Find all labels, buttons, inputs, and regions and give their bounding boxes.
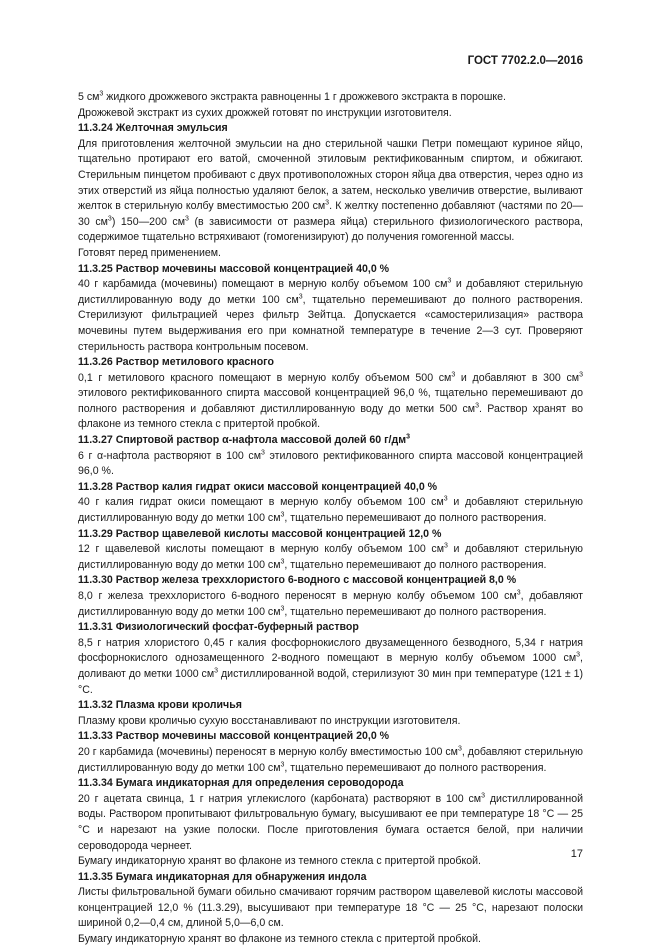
text-run: 20 г ацетата свинца, 1 г натрия углекислого (карбоната) растворяют в 100 см bbox=[78, 792, 482, 805]
text-run: 12 г щавелевой кислоты помещают в мерную колбу объемом 100 см bbox=[78, 543, 444, 556]
paragraph bbox=[78, 246, 583, 262]
superscript: 3 bbox=[406, 433, 410, 441]
section-heading bbox=[78, 121, 583, 137]
text-run: , добавляют стерильную дистиллированную воду до метки 100 см bbox=[78, 745, 583, 774]
superscript: 3 bbox=[107, 215, 112, 223]
superscript: 3 bbox=[99, 90, 104, 98]
text-run: этилового ректификованного спирта массовой концентрацией 96,0 %. bbox=[78, 449, 583, 478]
paragraph bbox=[78, 854, 583, 870]
superscript: 3 bbox=[280, 511, 285, 519]
superscript: 3 bbox=[579, 371, 583, 379]
text-run: 11.3.30 Раствор железа треххлористого 6-водного с массовой концентрацией 8,0 % bbox=[78, 574, 517, 587]
section-heading bbox=[78, 355, 583, 371]
text-run: 11.3.33 Раствор мочевины массовой концентрацией 20,0 % bbox=[78, 730, 390, 743]
text-run: , тщательно перемешивают до полного растворения. bbox=[284, 558, 547, 571]
text-run: 20 г карбамида (мочевины) переносят в мерную колбу вместимостью 100 см bbox=[78, 745, 458, 758]
text-run: и добавляют стерильную дистиллированную воду до метки 100 см bbox=[78, 543, 583, 571]
text-run: этилового ректификованного спирта массовой концентрацией 96,0 %, тщательно перемешивают до полного растворения и добавляют дистиллированную воду до метки 500 см bbox=[78, 387, 583, 415]
paragraph bbox=[78, 885, 583, 932]
text-run: Готовят перед применением. bbox=[78, 246, 222, 259]
text-run: . Раствор хранят во флаконе из темного стекла с притертой пробкой. bbox=[78, 402, 583, 431]
text-run: 0,1 г метилового красного помещают в мерную колбу объемом 500 см bbox=[78, 371, 452, 384]
text-run: (в зависимости от размера яйца) стерильного физиологического раствора, содержимое тщательно встряхивают (гомогенизируют) до получения гомогенной массы. bbox=[78, 215, 583, 244]
paragraph bbox=[78, 589, 583, 620]
section-heading bbox=[78, 776, 583, 792]
text-run: дистиллированной водой, стерилизуют 30 мин при температуре (121 ± 1) °С. bbox=[78, 667, 583, 696]
section-heading bbox=[78, 527, 583, 543]
superscript: 3 bbox=[325, 199, 330, 207]
text-run: 11.3.32 Плазма крови кроличья bbox=[78, 699, 242, 712]
paragraph bbox=[78, 137, 583, 246]
text-run: 11.3.25 Раствор мочевины массовой концентрацией 40,0 % bbox=[78, 262, 390, 275]
section-heading bbox=[78, 729, 583, 745]
superscript: 3 bbox=[184, 215, 189, 223]
text-run: 8,5 г натрия хлористого 0,45 г калия фосфорнокислого двузамещенного безводного, 5,34 г натрия фосфорнокислого однозамещенного 2-водного помещают в мерную колбу объемом 1000 см bbox=[78, 636, 583, 665]
text-run: ) 150—200 см bbox=[111, 215, 185, 228]
document-header-standard-id: ГОСТ 7702.2.0—2016 bbox=[467, 55, 583, 67]
section-heading bbox=[78, 480, 583, 496]
superscript: 3 bbox=[280, 605, 285, 613]
text-run: и добавляют стерильную дистиллированную воду до метки 100 см bbox=[78, 278, 583, 306]
text-run: 11.3.28 Раствор калия гидрат окиси массовой концентрацией 40,0 % bbox=[78, 480, 438, 493]
text-run: 11.3.24 Желточная эмульсия bbox=[78, 122, 228, 135]
text-run: Плазму крови кроличью сухую восстанавливают по инструкции изготовителя. bbox=[78, 714, 461, 727]
superscript: 3 bbox=[260, 449, 265, 457]
superscript: 3 bbox=[516, 589, 521, 597]
text-run: , доливают до метки 1000 см bbox=[78, 652, 583, 680]
text-run: , добавляют дистиллированную воду до метки 100 см bbox=[78, 590, 584, 618]
superscript: 3 bbox=[214, 667, 219, 675]
text-run: Бумагу индикаторную хранят во флаконе из темного стекла с притертой пробкой. bbox=[78, 933, 481, 946]
text-run: Для приготовления желточной эмульсии на дно стерильной чашки Петри помещают куриное яйцо, тщательно протирают его ватой, смоченной этиловым ректификованным спиртом, и обжигают. Стерильным пинцетом пробивают с двух противоположных сторон яйца два отверстия, через одно из этих отверстий из яйца полностью удаляют белок, а затем, несколько увеличив отверстие, выливают желток в стерильную колбу вместимостью 200 см bbox=[78, 137, 583, 213]
paragraph bbox=[78, 106, 583, 122]
text-run: и добавляют стерильную дистиллированную воду до метки 100 см bbox=[78, 496, 583, 525]
paragraph bbox=[78, 792, 583, 854]
text-run: дистиллированной воды. Раствором пропитывают фильтровальную бумагу, высушивают ее при температуре 18 °С — 25 °С и нарезают на узкие полоски. После приготовления бумага остается белой, при наличии сероводорода чернеет. bbox=[78, 792, 584, 852]
text-run: жидкого дрожжевого экстракта равноценны 1 г дрожжевого экстракта в порошке. bbox=[103, 91, 506, 103]
text-run: 40 г калия гидрат окиси помещают в мерную колбу объемом 100 см bbox=[78, 496, 444, 509]
document-body bbox=[78, 90, 583, 948]
superscript: 3 bbox=[280, 761, 285, 768]
section-heading bbox=[78, 698, 583, 714]
text-run: 11.3.31 Физиологический фосфат-буферный раствор bbox=[78, 621, 359, 634]
superscript: 3 bbox=[447, 277, 452, 285]
text-run: Дрожжевой экстракт из сухих дрожжей готовят по инструкции изготовителя. bbox=[78, 106, 452, 119]
superscript: 3 bbox=[443, 495, 448, 503]
text-run: 11.3.34 Бумага индикаторная для определения сероводорода bbox=[78, 777, 404, 790]
text-run: 6 г α-нафтола растворяют в 100 см bbox=[78, 449, 261, 462]
superscript: 3 bbox=[481, 792, 486, 800]
superscript: 3 bbox=[451, 371, 456, 379]
superscript: 3 bbox=[457, 745, 462, 753]
section-heading bbox=[78, 433, 583, 449]
text-run: , тщательно перемешивают до полного растворения. Стерилизуют фильтрацией через фильтр Зейтца. Допускается «самостерилизация» раствора мочевины путем выдерживания его при комнатной температуре в течение 2—3 сут. Проверяют стерильность раствора контрольным посевом. bbox=[78, 293, 583, 353]
paragraph bbox=[78, 542, 583, 573]
paragraph bbox=[78, 495, 583, 526]
section-heading bbox=[78, 262, 583, 278]
text-run: 5 см bbox=[78, 91, 100, 103]
text-run: 11.3.26 Раствор метилового красного bbox=[78, 356, 274, 369]
text-run: 11.3.29 Раствор щавелевой кислоты массовой концентрацией 12,0 % bbox=[78, 527, 442, 540]
text-run: Листы фильтровальной бумаги обильно смачивают горячим раствором щавелевой кислоты массовой концентрацией 12,0 % (11.3.29), высушивают при температуре 18 °С — 25 °С, нарезают полоски шириной 0,2—0,4 см, длиной 5,0—6,0 см. bbox=[78, 886, 583, 930]
text-run: , тщательно перемешивают до полного растворения. bbox=[284, 605, 547, 618]
page-number: 17 bbox=[570, 848, 583, 860]
section-heading bbox=[78, 573, 583, 589]
superscript: 3 bbox=[298, 293, 303, 301]
paragraph bbox=[78, 636, 583, 698]
paragraph bbox=[78, 714, 583, 730]
text-run: 11.3.27 Спиртовой раствор α-нафтола массовой долей 60 г/дм bbox=[78, 434, 407, 447]
section-heading bbox=[78, 620, 583, 636]
paragraph bbox=[78, 90, 583, 106]
text-run: , тщательно перемешивают до полного растворения. bbox=[284, 512, 547, 525]
section-heading bbox=[78, 870, 583, 886]
text-run: , тщательно перемешивают до полного растворения. bbox=[284, 761, 547, 774]
superscript: 3 bbox=[443, 542, 448, 550]
superscript: 3 bbox=[576, 651, 581, 659]
text-run: 40 г карбамида (мочевины) помещают в мерную колбу объемом 100 см bbox=[78, 278, 448, 291]
paragraph bbox=[78, 277, 583, 355]
superscript: 3 bbox=[475, 402, 479, 410]
text-run: Бумагу индикаторную хранят во флаконе из темного стекла с притертой пробкой. bbox=[78, 855, 481, 868]
paragraph bbox=[78, 932, 583, 948]
text-run: и добавляют в 300 см bbox=[455, 371, 580, 384]
paragraph bbox=[78, 371, 583, 433]
text-run: . К желтку постепенно добавляют (частями по 20—30 см bbox=[78, 200, 583, 228]
paragraph bbox=[78, 745, 583, 776]
text-run: 8,0 г железа треххлористого 6-водного переносят в мерную колбу объемом 100 см bbox=[78, 590, 517, 602]
text-run: 11.3.35 Бумага индикаторная для обнаружения индола bbox=[78, 870, 367, 883]
superscript: 3 bbox=[280, 558, 285, 566]
paragraph bbox=[78, 449, 583, 480]
